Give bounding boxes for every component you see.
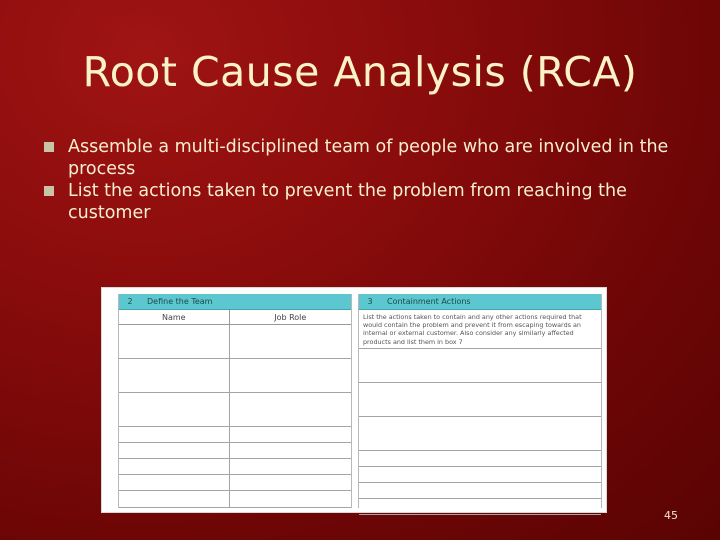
table-row (359, 499, 601, 515)
panel-title: Define the Team (147, 297, 213, 306)
containment-instructions: List the actions taken to contain and any other actions required that would contain the problem and prevent it from escaping towards an internal or external customer. Also consider any similarly affected products and list them in box 7 (359, 310, 601, 349)
panel-number: 2 (127, 297, 133, 306)
containment-header (359, 294, 601, 310)
table-row (119, 475, 351, 491)
containment-grid (359, 349, 601, 515)
table-row (359, 349, 601, 383)
name-column-header: Name (119, 310, 230, 324)
panel-number: 3 (367, 297, 373, 306)
bullet-list (44, 136, 684, 224)
table-row (359, 383, 601, 417)
table-row (119, 443, 351, 459)
table-row (119, 325, 351, 359)
table-row (119, 359, 351, 393)
job-role-column-header: Job Role (274, 312, 307, 322)
square-bullet-icon (44, 142, 54, 152)
table-row (119, 393, 351, 427)
table-row (119, 459, 351, 475)
panel-title: Containment Actions (387, 297, 471, 306)
team-grid (119, 325, 351, 508)
table-row (359, 483, 601, 499)
bullet-text: Assemble a multi-disciplined team of people who are involved in the process (68, 137, 669, 179)
slide-title: Root Cause Analysis (RCA) (82, 48, 638, 96)
square-bullet-icon (44, 186, 54, 196)
table-row (359, 467, 601, 483)
containment-panel (358, 294, 602, 508)
rca-form-image (101, 287, 607, 513)
page-number: 45 (664, 509, 678, 522)
table-row (119, 491, 351, 508)
define-team-panel (118, 294, 352, 508)
define-team-header (119, 294, 351, 310)
table-row (359, 417, 601, 451)
bullet-item (44, 180, 684, 224)
table-row (119, 427, 351, 443)
table-row (359, 451, 601, 467)
team-column-headers (119, 310, 351, 325)
bullet-item (44, 136, 684, 180)
bullet-text: List the actions taken to prevent the problem from reaching the customer (68, 181, 627, 223)
